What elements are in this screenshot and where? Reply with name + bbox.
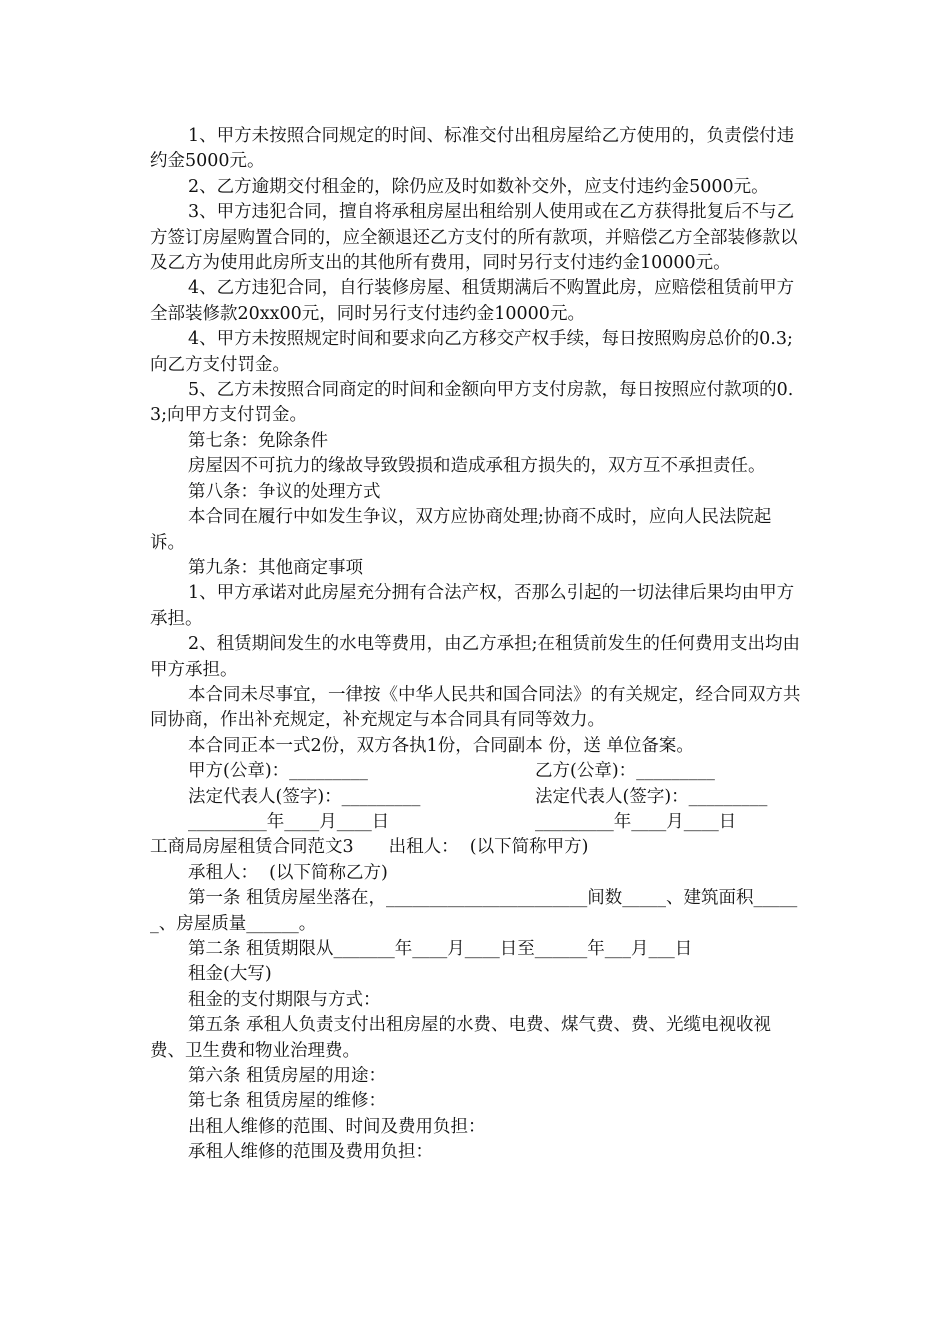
clause-5: 5、乙方未按照合同商定的时间和金额向甲方支付房款，每日按照应付款项的0.3;向甲方支付罚金。 <box>150 380 794 426</box>
article-9-heading: 第九条：其他商定事项 <box>188 557 363 578</box>
party-a-representative: 法定代表人(签字)：_________ <box>188 786 421 807</box>
party-a-date: _________年____月____日 <box>188 811 390 832</box>
article-9-item-2: 2、租赁期间发生的水电等费用，由乙方承担;在租赁前发生的任何费用支出均由甲方承担。 <box>150 634 801 680</box>
supplementary-clause: 本合同未尽事宜，一律按《中华人民共和国合同法》的有关规定，经合同双方共同协商，作出补充规定，补充规定与本合同具有同等效力。 <box>150 684 801 731</box>
seal-row <box>150 759 805 784</box>
clause-1: 1、甲方未按照合同规定的时间、标准交付出租房屋给乙方使用的，负责偿付违约金5000元。 <box>150 126 795 172</box>
article-9-item-1: 1、甲方承诺对此房屋充分拥有合法产权，否那么引起的一切法律后果均由甲方承担。 <box>150 583 795 629</box>
lessor-repair: 出租人维修的范围、时间及费用负担： <box>188 1116 486 1137</box>
template-3-title: 工商局房屋租赁合同范文3 出租人： (以下简称甲方) <box>150 837 589 858</box>
article-8-body: 本合同在履行中如发生争议，双方应协商处理;协商不成时，应向人民法院起诉。 <box>150 507 772 553</box>
party-b-date: _________年____月____日 <box>535 811 737 832</box>
lessee-repair: 承租人维修的范围及费用负担： <box>188 1142 433 1163</box>
date-row <box>150 810 805 835</box>
rent-amount: 租金(大写) <box>188 964 272 985</box>
article-7-body: 房屋因不可抗力的缘故导致毁损和造成承租方损失的，双方互不承担责任。 <box>188 456 766 477</box>
representative-row <box>150 785 805 810</box>
article-8-heading: 第八条：争议的处理方式 <box>188 481 381 502</box>
copies-clause: 本合同正本一式2份，双方各执1份，合同副本 份，送 单位备案。 <box>188 735 694 756</box>
lessee-line: 承租人： (以下简称乙方) <box>188 862 388 883</box>
article-1: 第一条 租赁房屋坐落在，_______________________间数_____、建筑面积______、房屋质量______。 <box>150 888 798 934</box>
article-2: 第二条 租赁期限从_______年____月____日至______年___月___日 <box>188 938 693 959</box>
clause-3: 3、甲方违犯合同，擅自将承租房屋出租给别人使用或在乙方获得批复后不与乙方签订房屋购置合同的，应全额退还乙方支付的所有款项，并赔偿乙方全部装修款以及乙方为使用此房所支出的其他所有费用，同时另行支付违约金10000元。 <box>150 202 798 274</box>
party-b-seal: 乙方(公章)：_________ <box>535 761 715 782</box>
article-7-heading: 第七条：免除条件 <box>188 430 328 451</box>
clause-4a: 4、乙方违犯合同，自行装修房屋、租赁期满后不购置此房，应赔偿租赁前甲方全部装修款20xx00元，同时另行支付违约金10000元。 <box>150 278 795 324</box>
article-6: 第六条 租赁房屋的用途： <box>188 1065 387 1086</box>
article-5: 第五条 承租人负责支付出租房屋的水费、电费、煤气费、费、光缆电视收视费、卫生费和物业治理费。 <box>150 1015 772 1061</box>
document-page <box>150 124 805 1166</box>
clause-4b: 4、甲方未按照规定时间和要求向乙方移交产权手续，每日按照购房总价的0.3;向乙方支付罚金。 <box>150 329 793 375</box>
party-a-seal: 甲方(公章)：_________ <box>188 761 368 782</box>
party-b-representative: 法定代表人(签字)：_________ <box>535 786 768 807</box>
rent-payment: 租金的支付期限与方式： <box>188 989 381 1010</box>
clause-2: 2、乙方逾期交付租金的，除仍应及时如数补交外，应支付违约金5000元。 <box>188 176 769 197</box>
article-7-repair: 第七条 租赁房屋的维修： <box>188 1091 387 1112</box>
